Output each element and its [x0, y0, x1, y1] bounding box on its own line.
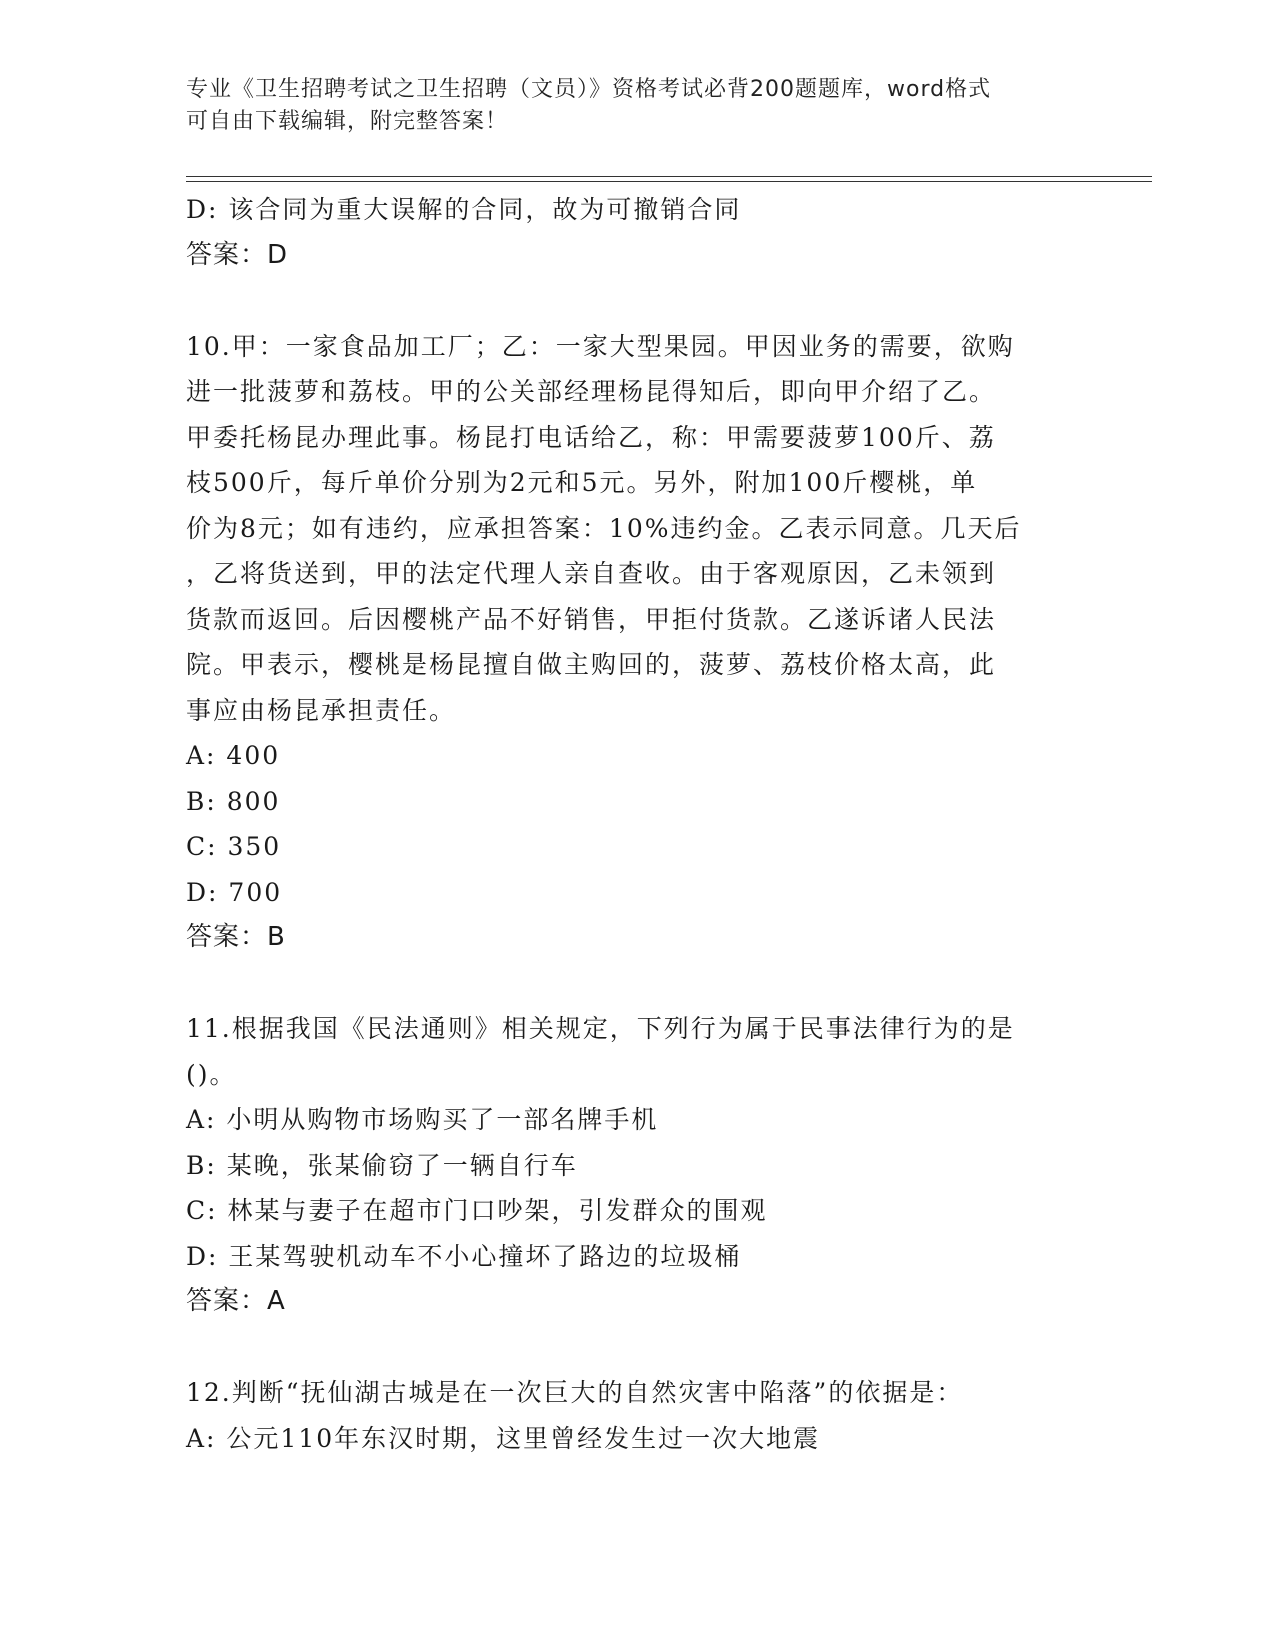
- document-header: [186, 74, 1086, 138]
- q11-stem-line: ()。: [186, 1059, 237, 1089]
- header-title-line-2: 可自由下载编辑，附完整答案！: [186, 109, 509, 134]
- spacer: [186, 278, 1106, 324]
- q10-option-a: A: 400: [186, 741, 281, 770]
- q10-answer: 答案：B: [186, 922, 286, 952]
- q10-stem-line: 甲委托杨昆办理此事。杨昆打电话给乙，称：甲需要菠萝100斤、荔: [186, 422, 996, 452]
- q10-stem-line: 院。甲表示，樱桃是杨昆擅自做主购回的，菠萝、荔枝价格太高，此: [186, 650, 997, 679]
- q10-stem-line: 货款而返回。后因樱桃产品不好销售，甲拒付货款。乙遂诉诸人民法: [186, 604, 997, 634]
- q10-option-d: D: 700: [186, 877, 283, 907]
- q11-answer: 答案：A: [186, 1286, 286, 1316]
- q11-option-b: B: 某晚，张某偷窃了一辆自行车: [186, 1150, 578, 1180]
- header-title-line-1: 专业《卫生招聘考试之卫生招聘（文员）》资格考试必背200题题库，word格式: [186, 77, 992, 102]
- q11-option-d: D: 王某驾驶机动车不小心撞坏了路边的垃圾桶: [186, 1241, 742, 1271]
- header-divider-bottom: [186, 181, 1152, 182]
- q11-option-c: C: 林某与妻子在超市门口吵架，引发群众的围观: [186, 1196, 768, 1225]
- question-12: [186, 1370, 1106, 1461]
- q11-option-a: A: 小明从购物市场购买了一部名牌手机: [186, 1105, 659, 1134]
- q12-stem-line: 12.判断“抚仙湖古城是在一次巨大的自然灾害中陷落”的依据是：: [186, 1378, 964, 1407]
- q10-stem-line: ，乙将货送到，甲的法定代理人亲自查收。由于客观原因，乙未领到: [186, 559, 997, 588]
- header-divider-top: [186, 176, 1152, 177]
- question-10: [186, 324, 1106, 961]
- q9-option-d: D: 该合同为重大误解的合同，故为可撤销合同: [186, 195, 742, 224]
- q10-stem-line: 10.甲：一家食品加工厂；乙：一家大型果园。甲因业务的需要，欲购: [186, 331, 1015, 361]
- q12-option-a: A: 公元110年东汉时期，这里曾经发生过一次大地震: [186, 1423, 821, 1453]
- q11-stem-line: 11.根据我国《民法通则》相关规定，下列行为属于民事法律行为的是: [186, 1014, 1015, 1043]
- q10-option-c: C: 350: [186, 832, 282, 861]
- q10-stem-line: 价为8元；如有违约，应承担答案：10%违约金。乙表示同意。几天后: [186, 513, 1022, 543]
- q10-stem-line: 事应由杨昆承担责任。: [186, 695, 457, 725]
- q10-stem-line: 枝500斤，每斤单价分别为2元和5元。另外，附加100斤樱桃，单: [186, 468, 978, 497]
- q10-option-b: B: 800: [186, 786, 281, 816]
- document-body: [186, 187, 1106, 1461]
- q10-stem-line: 进一批菠萝和荔枝。甲的公关部经理杨昆得知后，即向甲介绍了乙。: [186, 377, 997, 406]
- spacer: [186, 1325, 1106, 1371]
- spacer: [186, 961, 1106, 1007]
- q9-answer: 答案：D: [186, 239, 289, 270]
- question-11: [186, 1006, 1106, 1325]
